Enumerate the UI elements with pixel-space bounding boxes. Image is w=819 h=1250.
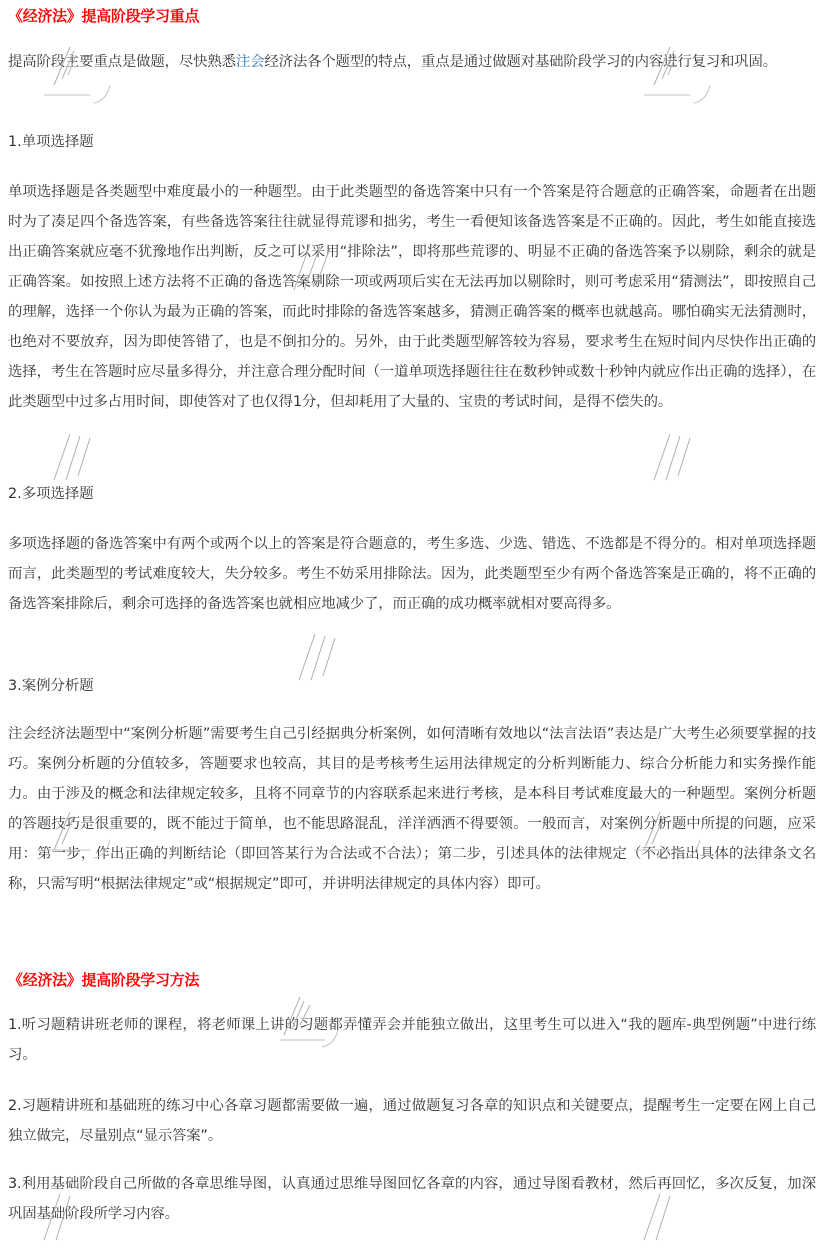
subheading-multiple-choice: 2.多项选择题 — [8, 486, 94, 502]
method-item-2: 2.习题精讲班和基础班的练习中心各章习题都需要做一遍，通过做题复习各章的知识点和关键要点，提醒考生一定要在网上自己独立做完，尽量别点“显示答案”。 — [8, 1098, 816, 1144]
intro-paragraph — [8, 47, 816, 77]
method-item-1: 1.听习题精讲班老师的课程，将老师课上讲的习题都弄懂弄会并能独立做出，这里考生可以进入“我的题库-典型例题”中进行练习。 — [8, 1017, 816, 1063]
intro-text-after-link: 经济法各个题型的特点，重点是通过做题对基础阶段学习的内容进行复习和巩固。 — [264, 54, 778, 70]
paragraph-single-choice: 单项选择题是各类题型中难度最小的一种题型。由于此类题型的备选答案中只有一个答案是符合题意的正确答案，命题者在出题时为了凑足四个备选答案，有些备选答案往往就显得荒谬和拙劣，考生一看便知该备选答案是不正确的。因此，考生如能直接选出正确答案就应毫不犹豫地作出判断，反之可以采用“排除法”，即将那些荒谬的、明显不正确的备选答案予以剔除，剩余的就是正确答案。如按照上述方法将不正确的备选答案剔除一项或两项后实在无法再加以剔除时，则可考虑采用“猜测法”，即按照自己的理解，选择一个你认为最为正确的答案，而此时排除的备选答案越多，猜测正确答案的概率也就越高。哪怕确实无法猜测时，也绝对不要放弃，因为即使答错了，也是不倒扣分的。另外，由于此类题型解答较为容易，要求考生在短时间内尽快作出正确的选择，考生在答题时应尽量多得分，并注意合理分配时间（一道单项选择题往往在数秒钟或数十秒钟内就应作出正确的选择），在此类题型中过多占用时间，即使答对了也仅得1分，但却耗用了大量的、宝贵的考试时间，是得不偿失的。 — [8, 184, 816, 410]
intro-text-before-link: 提高阶段主要重点是做题，尽快熟悉 — [8, 54, 236, 70]
paragraph-multiple-choice: 多项选择题的备选答案中有两个或两个以上的答案是符合题意的，考生多选、少选、错选、不选都是不得分的。相对单项选择题而言，此类题型的考试难度较大，失分较多。考生不妨采用排除法。因为，此类题型至少有两个备选答案是正确的，将不正确的备选答案排除后，剩余可选择的备选答案也就相应地减少了，而正确的成功概率就相对要高得多。 — [8, 536, 816, 612]
section-heading-key-points: 《经济法》提高阶段学习重点 — [8, 7, 200, 25]
subheading-case-analysis: 3.案例分析题 — [8, 678, 94, 694]
cpa-link[interactable]: 注会 — [235, 54, 265, 70]
watermark-icon — [650, 430, 720, 490]
paragraph-case-analysis: 注会经济法题型中“案例分析题”需要考生自己引经据典分析案例，如何清晰有效地以“法言法语”表达是广大考生必须要掌握的技巧。案例分析题的分值较多，答题要求也较高，其目的是考核考生运用法律规定的分析判断能力、综合分析能力和实务操作能力。由于涉及的概念和法律规定较多，且将不同章节的内容联系起来进行考核，是本科目考试难度最大的一种题型。案例分析题的答题技巧是很重要的，既不能过于简单，也不能思路混乱，洋洋洒洒不得要领。一般而言，对案例分析题中所提的问题，应采用：第一步，作出正确的判断结论（即回答某行为合法或不合法）；第二步，引述具体的法律规定（不必指出具体的法律条文名称，只需写明“根据法律规定”或“根据规定”即可，并讲明法律规定的具体内容）即可。 — [8, 726, 816, 892]
section-heading-methods: 《经济法》提高阶段学习方法 — [8, 971, 200, 989]
subheading-single-choice: 1.单项选择题 — [8, 134, 94, 150]
method-item-3: 3.利用基础阶段自己所做的各章思维导图，认真通过思维导图回忆各章的内容，通过导图看教材，然后再回忆，多次反复，加深巩固基础阶段所学习内容。 — [8, 1176, 816, 1222]
watermark-icon — [295, 630, 365, 690]
